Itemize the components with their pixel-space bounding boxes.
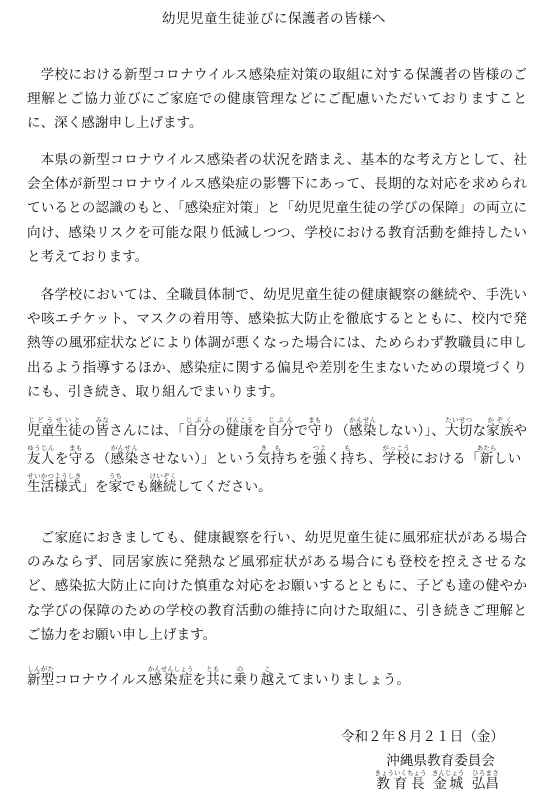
signature-name [375, 769, 499, 798]
ruby-word: 気持きも [256, 444, 285, 467]
ruby-word: 友人ゆうじん [27, 444, 55, 467]
ruby-word: 新型しんがた [27, 665, 55, 688]
signature-organization: 沖縄県教育委員会 [386, 753, 495, 769]
ruby-word: 自分じぶん [184, 416, 212, 439]
ruby-word: 継続けいぞく [149, 472, 177, 495]
ruby-word: 皆みな [95, 416, 110, 439]
ruby-word: 感染かんせん [349, 416, 377, 439]
ruby-word: 感染症かんせんしょう [147, 665, 194, 688]
ruby-word: 児童生徒じどうせいと [27, 416, 82, 439]
paragraph-school-measures: 各学校においては、全職員体制で、幼児児童生徒の健康観察の継続や、手洗いや咳エチケット、マスクの着用等、感染拡大防止を徹底するとともに、校内で発熱等の風邪症状などにより体調が悪くなった場合には、ためらわず教職員に申し出るよう指導するほか、感染症に関する偏見や差別を生まないための環境づくりにも、引き続き、取り組んでまいります。 [27, 287, 527, 400]
ruby-word: 越こ [260, 665, 275, 688]
paragraph-appreciation: 学校における新型コロナウイルス感染症対策の取組に対する保護者の皆様のご理解とご協力並びにご家庭での健康管理などにご配慮いただいておりますことに、深く感謝申し上げます。 [27, 67, 527, 132]
paragraph-home-request: ご家庭におきましても、健康観察を行い、幼児児童生徒に風邪症状がある場合のみならず、同居家族に発熱など風邪症状がある場合にも登校を控えさせるなど、感染拡大防止に向けた慎重な対応をお願いするとともに、子ども達の健やかな学びの保障のための学校の教育活動の維持に向けた取組に、引き続きご理解とご協力をお願い申し上げます。 [27, 530, 527, 643]
ruby-word: 健康けんこう [225, 416, 254, 439]
paragraph-basic-approach: 本県の新型コロナウイルス感染者の状況を踏まえ、基本的な考え方として、社会全体が新型コロナウイルス感染症の影響下にあって、長期的な対応を求められているとの認識のもと、「感染症対策」と「幼児児童生徒の学びの保障」の両立に向け、感染リスクを可能な限り低減しつつ、学校における教育活動を維持したいと考えております。 [27, 152, 527, 265]
ruby-word: 乗の [233, 665, 247, 688]
ruby-word: 学校がっこう [382, 444, 411, 467]
ruby-word: 生活様式せいかつようしき [27, 472, 82, 495]
ruby-word: 家うち [108, 472, 123, 495]
signature-given-name: 弘昌ひろまさ [471, 769, 499, 792]
ruby-word: 自分じぶん [266, 416, 295, 439]
ruby-word: 持も [340, 444, 355, 467]
paragraph-students-message: 児童生徒じどうせいとの皆みなさんには、「自分じぶんの健康けんこうを自分じぶんで守まもり（感染かんせんしない）」、大切たいせつな家族かぞくや友人ゆうじんを守まもる（感染かんせんさせない）」という気持きもちを強つよく持もち、学校がっこうにおける「新あたらしい生活様式せいかつようしき」を家うちでも継続けいぞくしてください。 [27, 416, 528, 495]
ruby-word: 強つよ [312, 444, 327, 467]
signature-title: 教育長きょういくちょう [374, 769, 427, 792]
ruby-word: 大切たいせつ [445, 416, 473, 439]
ruby-word: 感染かんせん [110, 444, 139, 467]
paragraph-closing: 新型しんがたコロナウイルス感染症かんせんしょうを共ともに乗のり越こえてまいりましょう。 [27, 665, 410, 688]
ruby-word: 家族かぞく [486, 416, 514, 439]
ruby-word: 新あたら [476, 444, 497, 467]
notice-title: 幼児児童生徒並びに保護者の皆様へ [162, 11, 386, 27]
signature-date: 令和２年８月２１日（金） [340, 729, 504, 745]
ruby-word: 守まも [68, 444, 83, 467]
signature-surname: 金城きんじょう [431, 769, 465, 792]
ruby-word: 共とも [206, 665, 220, 688]
ruby-word: 守まも [307, 416, 322, 439]
